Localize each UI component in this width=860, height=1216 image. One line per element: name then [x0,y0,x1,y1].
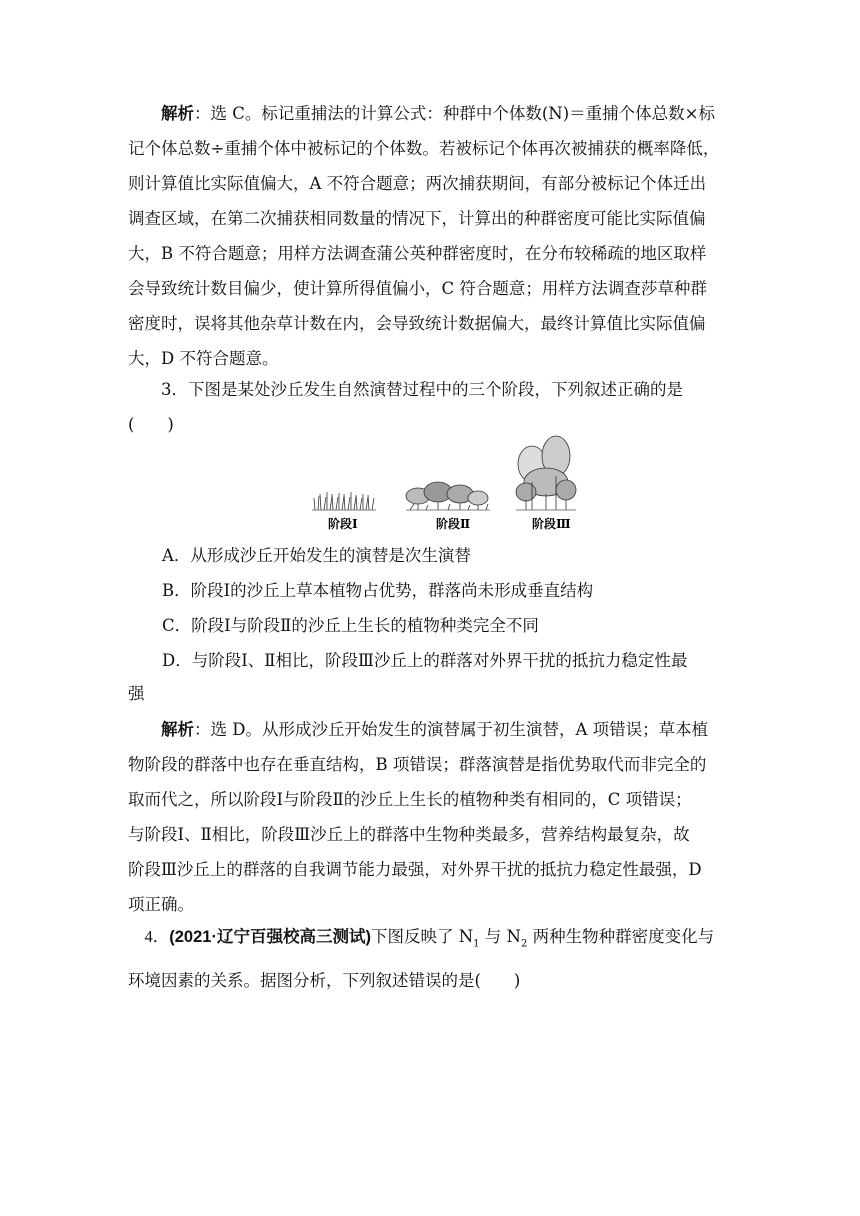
question-3-answer-blank: ( ) [128,415,174,434]
analysis-q2 [128,96,738,376]
analysis-q2-line: 密度时，误将其他杂草计数在内，会导致统计数据偏大，最终计算值比实际值偏 [128,314,706,333]
stage-3-forest-illustration [516,436,576,510]
analysis-q3 [128,712,738,922]
question-4-stem-line: 4．(2021·辽宁百强校高三测试)下图反映了 $N_1$ 与 $N_2$ 两种生物种群密度变化与 [144,927,715,950]
analysis-label: 解析 [161,720,194,739]
question-4-source: (2021·辽宁百强校高三测试) [169,928,371,946]
analysis-q2-line: 记个体总数÷重捕个体中被标记的个体数。若被标记个体再次被捕获的概率降低， [128,139,720,158]
question-4-stem-line: 环境因素的关系。据图分析，下列叙述错误的是( ) [128,971,521,990]
analysis-q3-line: 解析：选 D。从形成沙丘开始发生的演替属于初生演替，A 项错误；草本植 [161,720,709,739]
option-b: B．阶段Ⅰ的沙丘上草本植物占优势，群落尚未形成垂直结构 [162,581,594,600]
analysis-q2-line: 解析：选 C。标记重捕法的计算公式：种群中个体数(N)＝重捕个体总数×标 [161,104,716,123]
question-3-stem [128,372,738,442]
analysis-q3-line: 物阶段的群落中也存在垂直结构，B 项错误；群落演替是指优势取代而非完全的 [128,755,707,774]
analysis-q2-line: 则计算值比实际值偏大，A 不符合题意；两次捕获期间，有部分被标记个体迁出 [128,174,707,193]
question-4-stem [128,918,738,1000]
stage-3-label: 阶段Ⅲ [532,517,571,531]
stage-2-label: 阶段Ⅱ [436,517,471,531]
analysis-q3-line: 项正确。 [128,895,194,914]
question-4-number: 4． [144,927,170,946]
stage-1-grass-illustration [312,492,376,510]
analysis-q3-line: 阶段Ⅲ沙丘上的群落的自我调节能力最强，对外界干扰的抵抗力稳定性最强，D [128,860,702,879]
option-d-continuation: 强 [128,684,145,703]
analysis-q2-line: 大，D 不符合题意。 [128,349,279,368]
analysis-q3-line: 与阶段Ⅰ、Ⅱ相比，阶段Ⅲ沙丘上的群落中生物种类最多，营养结构最复杂，故 [128,825,690,844]
analysis-q3-line: 取而代之，所以阶段Ⅰ与阶段Ⅱ的沙丘上生长的植物种类有相同的，C 项错误； [128,790,692,809]
analysis-q2-line: 大，B 不符合题意；用样方法调查蒲公英种群密度时，在分布较稀疏的地区取样 [128,244,707,263]
analysis-label: 解析 [161,104,194,123]
option-d: D．与阶段Ⅰ、Ⅱ相比，阶段Ⅲ沙丘上的群落对外界干扰的抵抗力稳定性最 [162,651,688,670]
analysis-q2-line: 会导致统计数目偏少，使计算所得值偏小，C 符合题意；用样方法调查莎草种群 [128,279,707,298]
stage-2-shrub-illustration [406,482,490,510]
option-a: A．从形成沙丘开始发生的演替是次生演替 [162,546,471,565]
stage-1-label: 阶段Ⅰ [328,517,358,531]
option-c: C．阶段Ⅰ与阶段Ⅱ的沙丘上生长的植物种类完全不同 [162,616,539,635]
succession-stages-figure [310,434,580,534]
question-3-stem-line: 3．下图是某处沙丘发生自然演替过程中的三个阶段，下列叙述正确的是 [161,380,683,399]
analysis-q2-line: 调查区域，在第二次捕获相同数量的情况下，计算出的种群密度可能比实际值偏 [128,209,706,228]
